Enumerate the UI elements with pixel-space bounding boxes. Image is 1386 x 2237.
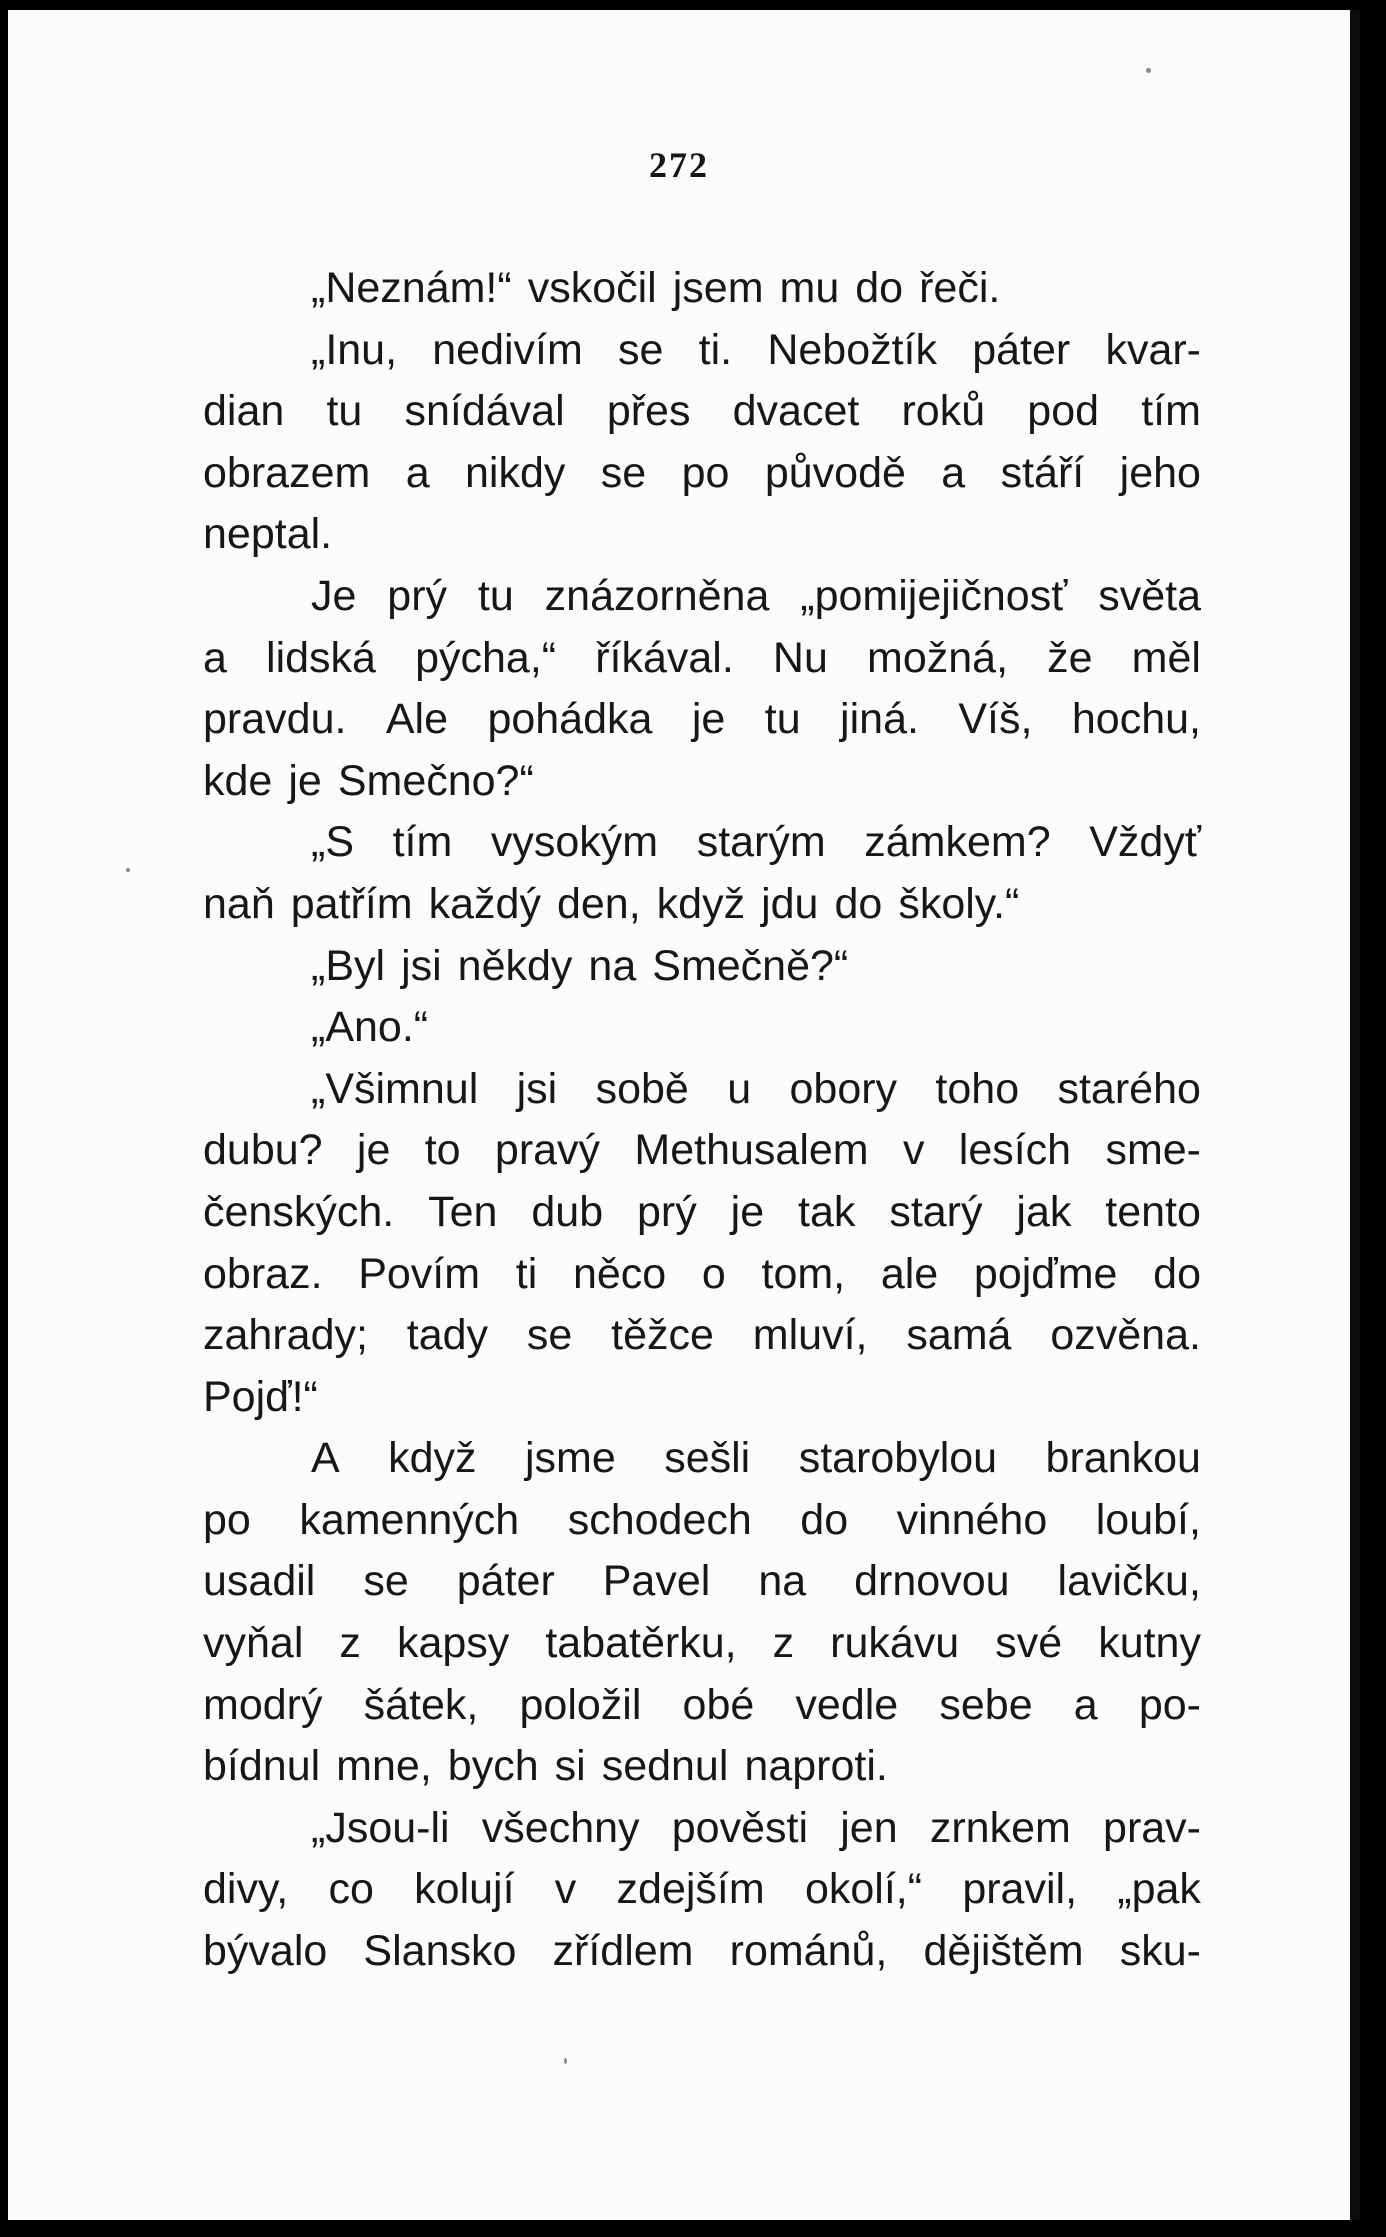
word: po: [681, 448, 730, 497]
word: starý: [889, 1187, 983, 1236]
text-line: [203, 997, 1201, 1059]
word: světa: [1098, 571, 1201, 620]
word: si: [554, 1742, 586, 1791]
word: kolují: [414, 1865, 515, 1914]
word: Ten: [428, 1187, 498, 1236]
word: „S: [311, 818, 354, 867]
text-line: [203, 874, 1201, 936]
word: neptal.: [203, 510, 333, 559]
word: z: [772, 1619, 795, 1668]
word: tu: [477, 571, 514, 620]
word: obraz.: [203, 1249, 323, 1298]
word: prav-: [1103, 1803, 1201, 1852]
word: kutny: [1098, 1619, 1201, 1668]
text-line: [203, 504, 1201, 566]
word: po: [203, 1495, 251, 1544]
word: páter: [456, 1557, 555, 1606]
word: znázorněna: [544, 571, 770, 620]
word: bídnul: [203, 1742, 321, 1791]
word: tady: [406, 1311, 489, 1360]
book-page: [8, 10, 1360, 2220]
word: u: [727, 1064, 752, 1113]
word: páter: [972, 325, 1071, 374]
word: pověsti: [671, 1803, 809, 1852]
word: sešli: [664, 1434, 751, 1483]
word: bývalo: [203, 1927, 328, 1976]
word: na: [758, 1557, 807, 1606]
word: Methusalem: [634, 1126, 869, 1175]
word: patřím: [290, 879, 413, 928]
word: šátek,: [363, 1680, 479, 1729]
text-line: [203, 628, 1201, 690]
word: nedivím: [432, 325, 583, 374]
word: starobylou: [798, 1434, 998, 1483]
word: zdejším: [616, 1865, 765, 1914]
word: vysokým: [490, 818, 659, 867]
word: jsi: [401, 941, 442, 990]
word: „pomijejičnosť: [800, 571, 1068, 620]
word: do: [1153, 1249, 1201, 1298]
text-line: [203, 751, 1201, 813]
word: jdu: [761, 879, 819, 928]
word: „Neznám!“: [311, 264, 512, 312]
word: jen: [840, 1803, 898, 1852]
text-line: [203, 1736, 1201, 1798]
word: co: [328, 1865, 374, 1914]
word: Ale: [385, 695, 449, 744]
word: tu: [326, 387, 363, 436]
word: den,: [556, 879, 641, 928]
word: Povím: [358, 1249, 481, 1298]
scan-speck: [126, 868, 130, 872]
word: a: [1073, 1680, 1098, 1729]
word: o: [701, 1249, 726, 1298]
word: kamenných: [299, 1495, 520, 1544]
text-line: [203, 1859, 1201, 1921]
word: naň: [203, 879, 275, 928]
word: „Jsou-li: [311, 1803, 450, 1852]
text-line: [203, 1921, 1201, 1983]
word: Smečno?“: [337, 756, 534, 805]
word: zahrady;: [203, 1311, 368, 1360]
word: „Ano.“: [311, 1003, 429, 1052]
word: jak: [1016, 1187, 1072, 1236]
word: kapsy: [396, 1619, 510, 1668]
word: sku-: [1119, 1927, 1201, 1976]
word: modrý: [203, 1680, 323, 1729]
word: se: [363, 1557, 409, 1606]
word: těžce: [611, 1311, 714, 1360]
word: Vždyť: [1089, 818, 1201, 867]
word: všechny: [481, 1803, 640, 1852]
word: románů,: [729, 1927, 888, 1976]
text-line: [203, 936, 1201, 998]
word: že: [1047, 633, 1093, 682]
word: své: [995, 1619, 1063, 1668]
text-line: [203, 566, 1201, 628]
word: na: [588, 941, 637, 990]
word: dějištěm: [923, 1927, 1084, 1976]
word: možná,: [867, 633, 1009, 682]
word: obé: [682, 1680, 755, 1729]
text-line: [203, 1490, 1201, 1552]
word: drnovou: [854, 1557, 1010, 1606]
word: sobě: [595, 1064, 689, 1113]
word: lesích: [958, 1126, 1072, 1175]
body-text: [203, 258, 1201, 1983]
text-line: [203, 1305, 1201, 1367]
page-number: 272: [649, 145, 709, 185]
word: sednul: [601, 1742, 729, 1791]
text-line: [203, 320, 1201, 382]
word: dvacet: [732, 387, 860, 436]
word: divy,: [203, 1865, 289, 1914]
word: pojďme: [973, 1249, 1118, 1298]
word: schodech: [567, 1495, 752, 1544]
word: je: [730, 1187, 765, 1236]
word: A: [311, 1434, 340, 1483]
text-line: [203, 1551, 1201, 1613]
word: ti: [515, 1249, 538, 1298]
word: Slansko: [363, 1927, 517, 1976]
word: pohádka: [487, 695, 653, 744]
word: dian: [203, 387, 285, 436]
word: to: [424, 1126, 461, 1175]
word: vyňal: [203, 1619, 304, 1668]
word: položil: [519, 1680, 642, 1729]
word: je: [356, 1126, 391, 1175]
word: tom,: [761, 1249, 846, 1298]
word: loubí,: [1095, 1495, 1201, 1544]
word: mu: [779, 264, 840, 312]
word: školy.“: [898, 879, 1020, 928]
word: roků: [901, 387, 986, 436]
word: ozvěna.: [1050, 1311, 1201, 1360]
word: pravdu.: [203, 695, 347, 744]
word: naproti.: [744, 1742, 888, 1791]
word: sme-: [1105, 1126, 1201, 1175]
word: brankou: [1045, 1434, 1201, 1483]
word: kde: [203, 756, 273, 805]
word: „pak: [1117, 1865, 1201, 1914]
word: říkával.: [595, 633, 734, 682]
word: starého: [1057, 1064, 1201, 1113]
text-line: [203, 812, 1201, 874]
word: do: [834, 879, 883, 928]
word: jsme: [524, 1434, 616, 1483]
word: sebe: [939, 1680, 1033, 1729]
word: je: [288, 756, 322, 805]
text-line: [203, 1120, 1201, 1182]
word: mluví,: [752, 1311, 868, 1360]
text-line: [203, 258, 1201, 320]
word: lavičku,: [1057, 1557, 1201, 1606]
word: se: [526, 1311, 573, 1360]
word: dub: [531, 1187, 604, 1236]
word: když: [388, 1434, 477, 1483]
word: když: [656, 879, 746, 928]
word: něco: [572, 1249, 667, 1298]
word: lidská: [266, 633, 376, 682]
word: samá: [906, 1311, 1012, 1360]
word: „Byl: [311, 941, 386, 990]
text-line: [203, 1244, 1201, 1306]
word: Je: [311, 571, 357, 620]
word: hochu,: [1071, 695, 1201, 744]
word: tím: [392, 818, 453, 867]
word: čenských.: [203, 1187, 395, 1236]
word: tím: [1141, 387, 1201, 436]
word: pravil,: [962, 1865, 1078, 1914]
text-line: [203, 1798, 1201, 1860]
word: toho: [935, 1064, 1020, 1113]
word: tu: [764, 695, 801, 744]
text-line: [203, 381, 1201, 443]
word: okolí,“: [804, 1865, 923, 1914]
word: někdy: [457, 941, 573, 990]
word: starým: [696, 818, 826, 867]
word: do: [800, 1495, 849, 1544]
word: původě: [764, 448, 906, 497]
word: vskočil: [527, 264, 657, 312]
text-line: [203, 1059, 1201, 1121]
word: je: [691, 695, 726, 744]
word: pod: [1027, 387, 1100, 436]
word: pravý: [494, 1126, 601, 1175]
word: zřídlem: [552, 1927, 694, 1976]
text-line: [203, 1182, 1201, 1244]
word: jsem: [672, 264, 764, 312]
word: obory: [789, 1064, 898, 1113]
word: nikdy: [465, 448, 566, 497]
word: jeho: [1119, 448, 1201, 497]
word: bych: [447, 1742, 539, 1791]
text-line: [203, 443, 1201, 505]
word: řeči.: [919, 264, 1001, 312]
word: zámkem?: [864, 818, 1051, 867]
word: přes: [606, 387, 691, 436]
word: Pojď!“: [203, 1372, 318, 1421]
word: mne,: [336, 1742, 432, 1791]
word: Víš,: [958, 695, 1033, 744]
word: ale: [880, 1249, 939, 1298]
word: tabatěrku,: [545, 1619, 737, 1668]
word: pýcha,“: [415, 633, 557, 682]
text-line: [203, 1675, 1201, 1737]
word: jiná.: [840, 695, 919, 744]
word: tento: [1105, 1187, 1201, 1236]
word: do: [855, 264, 904, 312]
word: kvar-: [1105, 325, 1201, 374]
word: rukávu: [830, 1619, 960, 1668]
word: se: [600, 448, 647, 497]
word: z: [339, 1619, 361, 1668]
word: stáří: [1000, 448, 1085, 497]
word: v: [554, 1865, 577, 1914]
word: každý: [428, 879, 541, 928]
word: prý: [387, 571, 448, 620]
word: dubu?: [203, 1126, 323, 1175]
word: „Inu,: [311, 325, 398, 374]
word: Pavel: [602, 1557, 711, 1606]
word: a: [405, 448, 430, 497]
word: po-: [1138, 1680, 1201, 1729]
scan-speck: [1146, 68, 1151, 73]
word: „Všimnul: [311, 1064, 479, 1113]
scan-speck: [564, 2058, 567, 2064]
word: Nu: [772, 633, 828, 682]
text-line: [203, 689, 1201, 751]
word: a: [941, 448, 966, 497]
word: se: [618, 325, 664, 374]
word: vedle: [795, 1680, 899, 1729]
word: Nebožtík: [767, 325, 938, 374]
word: měl: [1131, 633, 1201, 682]
word: snídával: [404, 387, 565, 436]
word: prý: [637, 1187, 697, 1236]
text-line: [203, 1367, 1201, 1429]
word: jsi: [516, 1064, 558, 1113]
word: zrnkem: [929, 1803, 1071, 1852]
text-line: [203, 1428, 1201, 1490]
word: usadil: [203, 1557, 316, 1606]
word: v: [902, 1126, 925, 1175]
word: obrazem: [203, 448, 371, 497]
word: ti.: [698, 325, 733, 374]
word: Smečně?“: [652, 941, 849, 990]
word: tak: [798, 1187, 856, 1236]
word: a: [203, 633, 227, 682]
text-line: [203, 1613, 1201, 1675]
word: vinného: [896, 1495, 1048, 1544]
